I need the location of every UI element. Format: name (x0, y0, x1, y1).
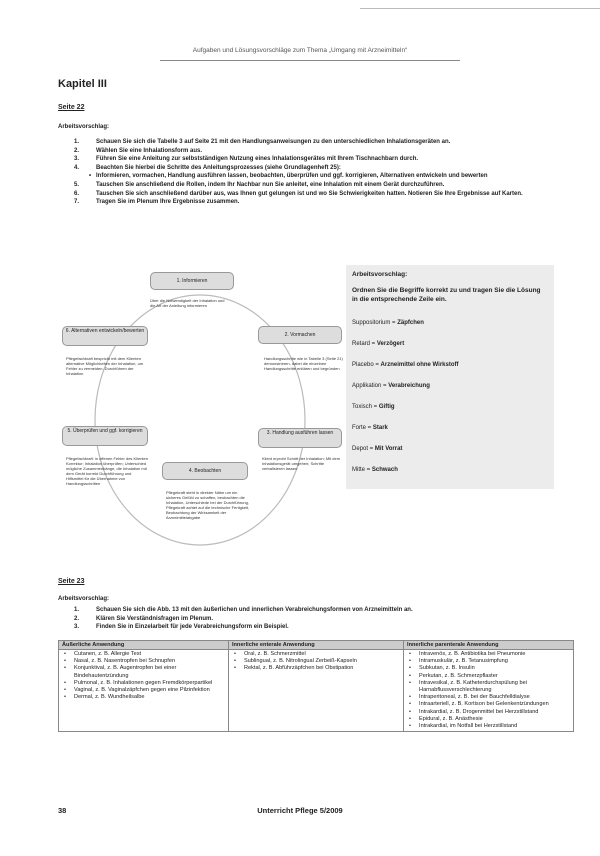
term-pair (352, 313, 548, 334)
task-item (74, 190, 564, 199)
step-6-text: Pflegefachkraft bespricht mit dem Klienten alternative Möglichkeiten der Inhalation, um Fehler zu vermeiden. Durchführen der Inhalation (66, 356, 144, 376)
step-3-box: 3. Handlung ausführen lassen (258, 428, 342, 448)
task-number: 5. (74, 181, 80, 188)
term-list (352, 313, 548, 481)
term-meaning: Schwach (371, 467, 398, 473)
table-list-item: • Sublingual, z. B. Nitrolingual Zerbeiß-Kapseln (232, 658, 400, 665)
term: Applikation (352, 383, 382, 389)
equals-sign: = (381, 383, 389, 389)
task-number: 6. (74, 190, 80, 197)
term: Suppositorium (352, 320, 391, 326)
table-list-item: • Intraarteriell, z. B. Kortison bei Gelenkentzündungen (407, 701, 570, 708)
table-list-item: • Vaginal, z. B. Vaginalzäpfchen gegen eine Pilzinfektion (62, 687, 225, 694)
step-6-box: 6. Alternativen entwickeln/bewerten (62, 326, 148, 346)
panel-heading: Arbeitsvorschlag: (352, 271, 408, 278)
task-text: Finden Sie in Einzelarbeit für jede Verabreichungsform ein Beispiel. (96, 624, 289, 631)
task-number: 2. (74, 147, 80, 154)
table-list-item: • Intramuskulär, z. B. Tetanusimpfung (407, 658, 570, 665)
term-meaning: Giftig (378, 404, 395, 410)
panel-instruction: Ordnen Sie die Begriffe korrekt zu und tragen Sie die Lösung in die entsprechende Zeile ein. (352, 287, 541, 303)
task-number: 3. (74, 156, 80, 163)
task-number: 1. (74, 139, 80, 145)
equals-sign: = (373, 362, 381, 368)
step-4-text: Pflegekraft steht in direkter Nähe um ein sicheres Gefühl zu schaffen, beobachten die Inhalation, Unterschiede bei der Durchführung, Pflegekraft achtet auf die technische Fertigkeit, Beobachtung der Wirksamkeit der Arzneimittelabgabe (166, 490, 250, 520)
equals-sign: = (370, 341, 377, 347)
term-pair (352, 439, 548, 460)
term: Forte (352, 425, 367, 431)
term-meaning: Mit Vorrat (374, 446, 403, 452)
task-item (74, 606, 564, 615)
term-meaning: Stark (372, 425, 388, 431)
term: Placebo (352, 362, 374, 368)
header-rule (160, 60, 460, 61)
step-5-text: Pflegefachkraft: in offenen Fehler des Klienten Korrektur; Inhalation überprüfen; Unterschied mögliche Zusammenhänge, die Inhalation mit dem Gerät korrekt Durchführung und Hilfsmittel für die Übernahme von Handlungsschritten (66, 456, 148, 486)
task-item (74, 623, 564, 632)
term: Retard (352, 341, 371, 347)
task-number: 1. (74, 607, 80, 613)
term-meaning: Verabreichung (388, 383, 430, 389)
term-pair (352, 460, 548, 481)
task-text: Wählen Sie eine Inhalationsform aus. (96, 147, 203, 154)
table-header-external: Äußerliche Anwendung (59, 641, 229, 650)
term-pair (352, 355, 548, 376)
footer-title: Unterricht Pflege 5/2009 (257, 806, 343, 815)
equals-sign: = (390, 320, 398, 326)
table-list-item: • Intravesikal, z. B. Katheterdurchspülung bei Harnabflussverschlechterung (407, 680, 570, 694)
step-2-text: Handlungsschritte wie in Tabelle 3 (Seite 21) demonstrieren, dabei die einzelnen Handlungsschritte erklären und begründen (264, 356, 343, 371)
step-1-text: Über die Notwendigkeit der Inhalation und die Art der Anleitung informieren (150, 298, 225, 308)
task-item (74, 147, 564, 156)
section-label-s22: Seite 22 (58, 104, 85, 111)
task-heading-s23: Arbeitsvorschlag: (58, 596, 110, 602)
term-pair (352, 376, 548, 397)
table-list-item: • Perkutan, z. B. Schmerzpflaster (407, 673, 570, 680)
table-list-item: • Intrakardial, z. B. Drogenmittel bei Herzstillstand (407, 709, 570, 716)
step-2-box: 2. Vormachen (258, 326, 342, 344)
task-item (74, 172, 564, 181)
term-meaning: Arzneimittel ohne Wirkstoff (380, 362, 459, 368)
chapter-title: Kapitel III (58, 78, 107, 90)
table-list-item: • Pulmonal, z. B. Inhalationen gegen Fremdkörperpartikel (62, 680, 225, 687)
term-meaning: Zäpfchen (397, 320, 424, 326)
table-col-parenteral (404, 650, 574, 732)
table-list-item: • Intrakardial, im Notfall bei Herzstillstand (407, 723, 570, 730)
table-list-item: • Intraperitoneal, z. B. bei der Bauchfelldialyse (407, 694, 570, 701)
step-4-box: 4. Beobachten (162, 462, 248, 480)
step-3-text: Klient erprobt Schritt der Inhalation; Mit dem Inhalationsgerät umgehen; Schritte verbalisieren lassen (262, 456, 341, 471)
anleitungs-cycle-diagram (60, 265, 340, 575)
task-text: Tauschen Sie sich anschließend darüber aus, was Ihnen gut gelungen ist und wo Sie Schwierigkeiten hatten. Notieren Sie Ihre Ergebnisse auf Karten. (96, 190, 523, 197)
term-meaning: Verzögert (376, 341, 405, 347)
table-list-item: • Konjunktival, z. B. Augentropfen bei einer Bindehautentzündung (62, 665, 225, 679)
top-rule (360, 8, 600, 9)
task-number: 7. (74, 199, 80, 206)
term-pair (352, 418, 548, 439)
task-number: 3. (74, 624, 80, 631)
task-text: Informieren, vormachen, Handlung ausführen lassen, beobachten, überprüfen und ggf. korrigieren, Alternativen entwickeln und bewerten (96, 173, 488, 180)
task-item (74, 164, 564, 173)
task-number: 2. (74, 615, 80, 622)
table-col-enteral (228, 650, 403, 732)
task-number: 4. (74, 164, 80, 171)
table-header-enteral: Innerliche enterale Anwendung (228, 641, 403, 650)
task-text: Führen Sie eine Anleitung zur selbstständigen Nutzung eines Inhalationsgerätes mit Ihrem Tischnachbarn durch. (96, 156, 419, 163)
vocabulary-panel (346, 265, 554, 489)
task-text: Schauen Sie sich die Abb. 13 mit den äußerlichen und innerlichen Verabreichungsformen von Arzneimitteln an. (96, 607, 413, 613)
step-1-box: 1. Informieren (150, 272, 234, 290)
term-pair (352, 397, 548, 418)
table-list-item: • Dermal, z. B. Wundheilsalbe (62, 694, 225, 701)
step-5-box: 5. Überprüfen und ggf. korrigieren (62, 426, 148, 446)
task-text: Beachten Sie hierbei die Schritte des Anleitungsprozesses (siehe Grundlagenheft 25): (96, 164, 341, 171)
table-list-item: • Intravenös, z. B. Antibiotika bei Pneumonie (407, 651, 570, 658)
equals-sign: = (365, 467, 372, 473)
task-item (74, 181, 564, 190)
administration-forms-table (58, 640, 574, 732)
table-header-parenteral: Innerliche parenterale Anwendung (404, 641, 574, 650)
table-col-external (59, 650, 229, 732)
running-header: Aufgaben und Lösungsvorschläge zum Thema „Umgang mit Arzneimitteln“ (192, 47, 408, 54)
task-text: Schauen Sie sich die Tabelle 3 auf Seite 21 mit den Handlungsanweisungen zu den unterschiedlichen Inhalationsgeräten an. (96, 139, 451, 145)
task-heading: Arbeitsvorschlag: (58, 124, 110, 130)
task-item (74, 198, 564, 207)
term-pair (352, 334, 548, 355)
page-number: 38 (58, 806, 67, 815)
task-item (74, 138, 564, 147)
table-list-item: • Oral, z. B. Schmerzmittel (232, 651, 400, 658)
table-list-item: • Epidural, z. B. Anästhesie (407, 716, 570, 723)
equals-sign: = (372, 404, 379, 410)
task-text: Tragen Sie im Plenum Ihre Ergebnisse zusammen. (96, 199, 240, 206)
table-list-item: • Cutanen, z. B. Allergie Test (62, 651, 225, 658)
task-text: Klären Sie Verständnisfragen im Plenum. (96, 615, 214, 622)
term: Toxisch (352, 404, 373, 410)
table-list-item: • Nasal, z. B. Nasentropfen bei Schnupfen (62, 658, 225, 665)
task-list-s22 (74, 138, 564, 207)
term: Depot (352, 446, 369, 452)
task-text: Tauschen Sie anschließend die Rollen, indem Ihr Nachbar nun Sie anleitet, eine Inhalation mit einem Gerät durchzuführen. (96, 181, 445, 188)
task-list-s23 (74, 606, 564, 632)
section-label-s23: Seite 23 (58, 578, 85, 585)
task-item (74, 615, 564, 624)
table-list-item: • Rektal, z. B. Abführzäpfchen bei Obstipation (232, 665, 400, 672)
term: Mitte (352, 467, 366, 473)
task-item (74, 155, 564, 164)
table-list-item: • Subkutan, z. B. Insulin (407, 665, 570, 672)
equals-sign: = (368, 446, 375, 452)
equals-sign: = (366, 425, 373, 431)
